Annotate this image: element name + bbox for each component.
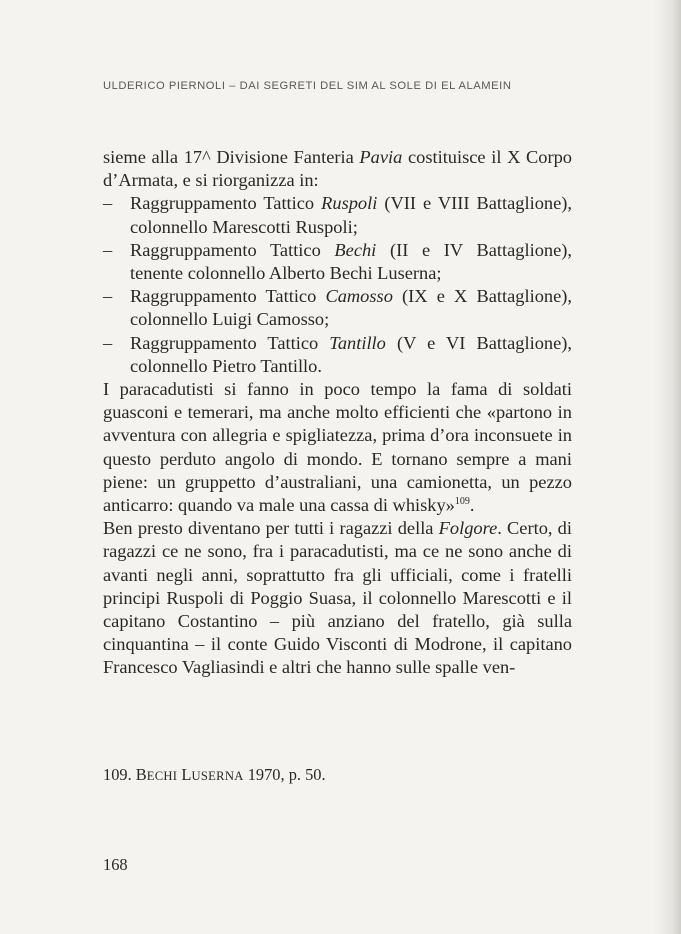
footnote-author-l-cap: L — [181, 765, 192, 784]
page-number: 168 — [103, 855, 128, 874]
list-item-name: Camosso — [325, 286, 393, 307]
list-item-name: Ruspoli — [321, 193, 378, 214]
paragraph-2 — [103, 378, 572, 517]
paragraph-3-end: . Certo, di ragazzi ce ne sono, fra i paracadutisti, ma ce ne sono anche di avanti negli anni, soprattutto fra gli ufficiali, come i fratelli principi Ruspoli di Poggio Suasa, il colonnello Marescotti e il capitano Costantino – più anziano del fratello, già sulla cinquantina – il conte Guido Visconti di Modrone, il capitano Francesco Vagliasindi e altri che hanno sulle spalle ven- — [103, 518, 572, 678]
list-item-detail: (VII e VIII Battaglione), colonnello Marescotti Ruspoli; — [130, 193, 572, 237]
list-item — [103, 332, 572, 378]
list-item-prefix: Raggruppamento Tattico — [130, 239, 335, 260]
footnote-author-b-cap: B — [135, 765, 147, 784]
list-item — [103, 192, 572, 238]
list-item-name: Bechi — [334, 239, 377, 260]
footnote-author-l-rest: USERNA — [191, 769, 244, 783]
footnote-number: 109. — [103, 765, 136, 784]
footnote-reference: 109 — [454, 496, 470, 508]
list-item-name: Tantillo — [329, 332, 386, 353]
footnote — [103, 765, 326, 785]
list-item-prefix: Raggruppamento Tattico — [130, 286, 326, 307]
list-dash: – — [103, 286, 113, 307]
paragraph-3 — [103, 517, 572, 679]
list-item-prefix: Raggruppamento Tattico — [130, 332, 330, 353]
paragraph-2-end: . — [469, 495, 475, 516]
footnote-citation: 1970, p. 50. — [243, 765, 326, 784]
paragraph-1-end: costituisce il X Corpo d’Armata, e si riorganizza in: — [103, 147, 572, 191]
list-item-prefix: Raggruppamento Tattico — [130, 193, 322, 214]
page-edge-shadow — [653, 0, 681, 934]
running-head: ULDERICO PIERNOLI – DAI SEGRETI DEL SIM AL SOLE DI EL ALAMEIN — [103, 80, 512, 92]
list-item-detail: (IX e X Battaglione), colonnello Luigi Camosso; — [130, 286, 572, 330]
list-dash: – — [103, 193, 113, 214]
list-item-detail: (V e VI Battaglione), colonnello Pietro Tantillo. — [130, 332, 573, 376]
footnote-author-b-rest: ECHI — [146, 769, 178, 783]
paragraph-1 — [103, 146, 572, 192]
unit-list — [103, 192, 572, 378]
list-dash: – — [103, 239, 113, 260]
folgore-name: Folgore — [438, 518, 498, 539]
paragraph-1-start: sieme alla 17^ Divisione Fanteria — [103, 147, 360, 167]
list-item — [103, 285, 572, 331]
list-item — [103, 239, 572, 285]
list-dash: – — [103, 332, 113, 353]
paragraph-2-text: I paracadutisti si fanno in poco tempo la fama di soldati guasconi e temerari, ma anche molto efficienti che «partono in avventura con allegria e spigliatezza, prima d’ora inconsuete in questo perduto angolo di mondo. E tornano sempre a mani piene: un gruppetto d’australiani, una camionetta, un pezzo anticarro: quando va male una cassa di whisky» — [103, 379, 572, 516]
division-name: Pavia — [359, 147, 403, 167]
main-text — [103, 146, 572, 680]
list-item-detail: (II e IV Battaglione), tenente colonnello Alberto Bechi Luserna; — [130, 239, 572, 284]
paragraph-3-start: Ben presto diventano per tutti i ragazzi della — [103, 518, 439, 539]
